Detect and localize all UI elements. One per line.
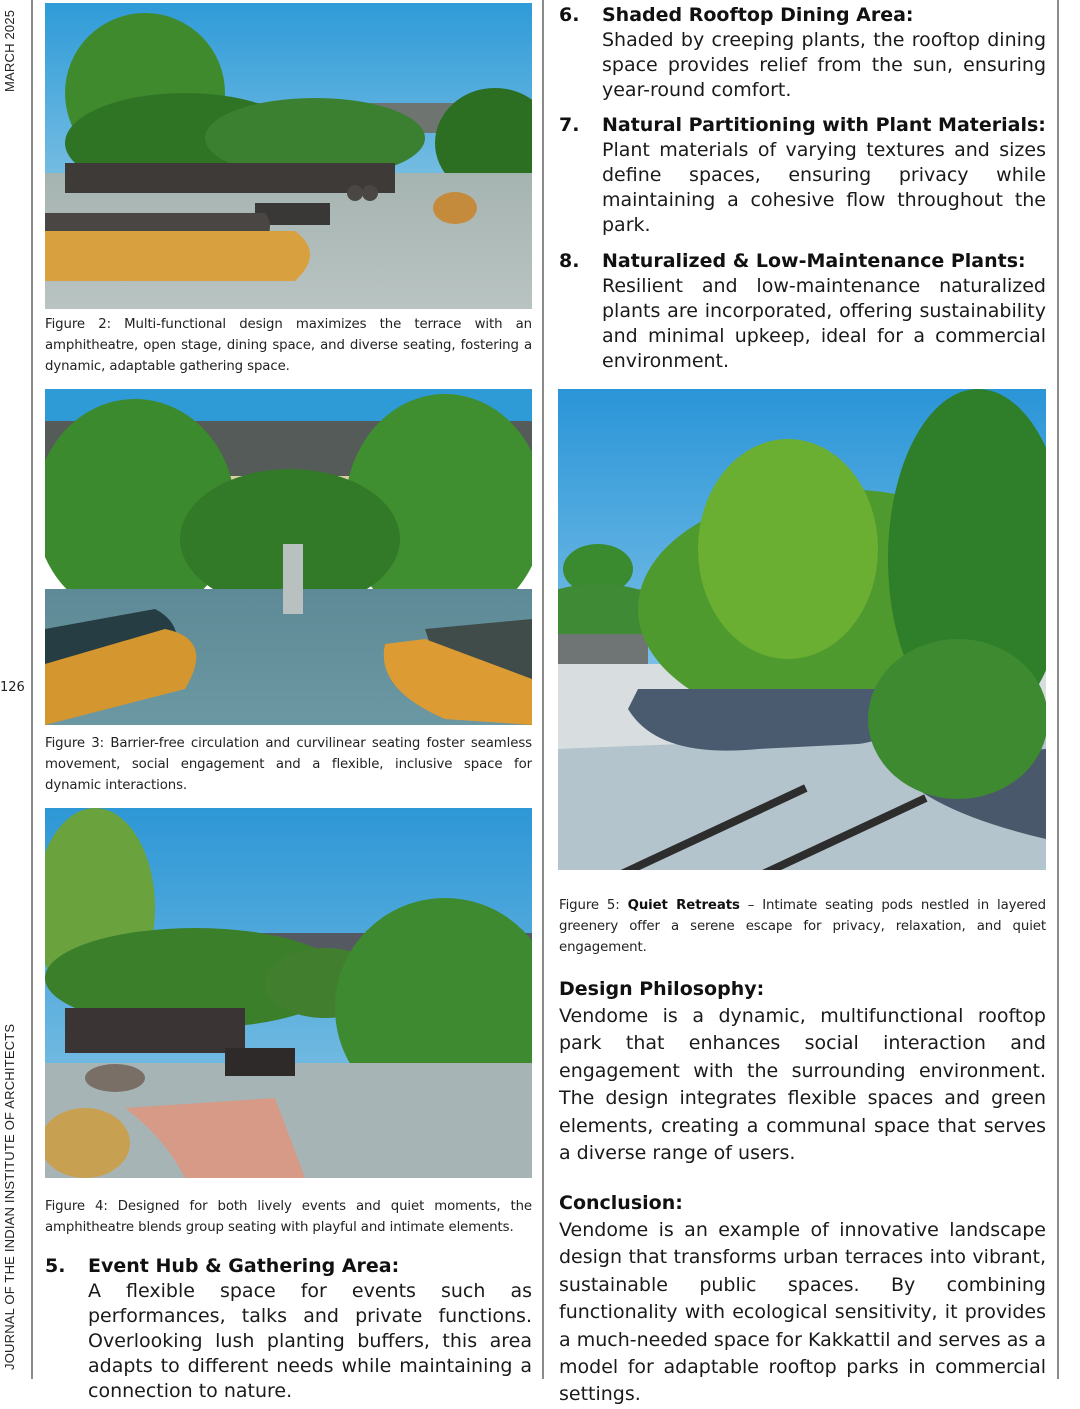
item-title: Natural Partitioning with Plant Materials: [602, 114, 1046, 136]
design-philosophy-section [559, 976, 1046, 1167]
section-body: Vendome is a dynamic, multifunctional rooftop park that enhances social interaction and engagement with the surrounding environment. The design integrates flexible spaces and green elements, creating a communal space that serves a diverse range of users. [559, 1005, 1046, 1165]
column-divider [542, 0, 544, 1379]
figure-5-photo [558, 389, 1046, 870]
section-body: Vendome is an example of innovative landscape design that transforms urban terraces into vibrant, sustainable public spaces. By combining functionality with ecological sensitivity, it provides a much-needed space for Kakkattil and serves as a model for adaptable rooftop parks in commercial settings. [559, 1219, 1046, 1406]
left-margin-rule [31, 0, 33, 1379]
conclusion-section [559, 1190, 1046, 1409]
figure-3-photo [45, 389, 532, 725]
list-item-6 [559, 3, 1046, 103]
item-title: Shaded Rooftop Dining Area: [602, 4, 914, 26]
list-item-8 [559, 249, 1046, 374]
item-body: A flexible space for events such as performances, talks and private functions. Overlooking lush planting buffers, this area adapts to different needs while maintaining a connection to nature. [88, 1280, 532, 1402]
page-number: 126 [0, 680, 25, 695]
item-number: 8. [559, 250, 580, 272]
figure-5-title: Quiet Retreats [627, 898, 740, 913]
figure-5-caption [559, 895, 1046, 958]
journal-title: JOURNAL OF THE INDIAN INSTITUTE OF ARCHITECTS [2, 1023, 17, 1370]
item-title: Event Hub & Gathering Area: [88, 1255, 400, 1277]
item-body: Shaded by creeping plants, the rooftop dining space provides relief from the sun, ensuring year-round comfort. [602, 29, 1046, 101]
section-heading: Conclusion: [559, 1192, 683, 1214]
list-item-7 [559, 113, 1046, 238]
item-number: 6. [559, 4, 580, 26]
item-body: Resilient and low-maintenance naturalized plants are incorporated, offering sustainability and minimal upkeep, ideal for a commercial environment. [602, 275, 1046, 372]
list-item-5 [45, 1254, 532, 1404]
figure-4-photo [45, 808, 532, 1178]
item-number: 5. [45, 1255, 66, 1277]
figure-5-label: Figure 5: [559, 898, 620, 913]
figure-4-caption: Figure 4: Designed for both lively events and quiet moments, the amphitheatre blends group seating with playful and intimate elements. [45, 1199, 532, 1235]
figure-3-caption: Figure 3: Barrier-free circulation and curvilinear seating foster seamless movement, social engagement and a flexible, inclusive space for dynamic interactions. [45, 736, 532, 793]
issue-date: MARCH 2025 [2, 9, 17, 92]
item-body: Plant materials of varying textures and sizes define spaces, ensuring privacy while maintaining a cohesive flow throughout the park. [602, 139, 1046, 236]
right-margin-rule [1057, 0, 1059, 1379]
figure-2-caption: Figure 2: Multi-functional design maximizes the terrace with an amphitheatre, open stage, dining space, and diverse seating, fostering a dynamic, adaptable gathering space. [45, 317, 532, 374]
item-title: Naturalized & Low-Maintenance Plants: [602, 250, 1026, 272]
item-number: 7. [559, 114, 580, 136]
section-heading: Design Philosophy: [559, 978, 765, 1000]
figure-5-text: – Intimate seating pods nestled in layered greenery offer a serene escape for privacy, relaxation, and quiet engagement. [559, 898, 1046, 955]
figure-2-photo [45, 3, 532, 309]
